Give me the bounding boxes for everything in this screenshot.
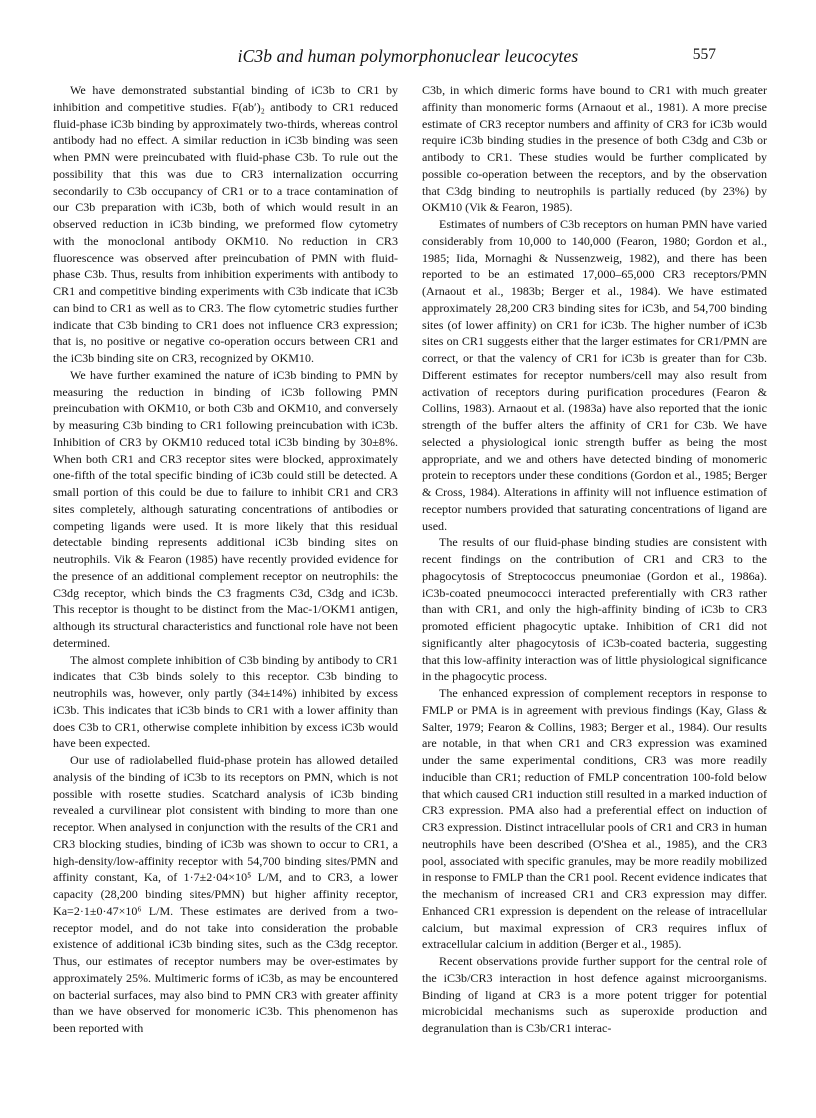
paragraph-continuation: C3b, in which dimeric forms have bound to CR1 with much greater affinity than monomeric forms (Arnaout et al., 1981). A more precise estimate of CR3 receptor numbers and affinity of CR3 for iC3b would require iC3b binding studies in the presence of both C3dg and C3b or antibody to CR1. These studies would be further complicated by possible co-operation between the receptors, and by the observation that C3dg binding to neutrophils is partially reduced (by 23%) by OKM10 (Vik & Fearon, 1985). <box>422 83 767 215</box>
paragraph: The almost complete inhibition of C3b binding by antibody to CR1 indicates that C3b binds solely to this receptor. C3b binding to neutrophils was, however, only partly (34±14%) inhibited by excess iC3b. This indicates that iC3b binds to CR1 with a lower affinity than does C3b to CR1, otherwise complete inhibition by excess iC3b would have been expected. <box>53 652 398 751</box>
page-number: 557 <box>692 46 716 63</box>
paragraph: We have further examined the nature of iC3b binding to PMN by measuring the reduction in binding of iC3b following PMN preincubation with OKM10, or both C3b and OKM10, and conversely by measuring C3b binding to CR1 following preincubation with iC3b. Inhibition of CR3 by OKM10 reduced total iC3b binding by 30±8%. When both CR1 and CR3 receptor sites were blocked, approximately one-fifth of the total specific binding of iC3b could still be detected. A small portion of this could be due to failure to inhibit CR1 and CR3 sites completely, although saturating concentrations of antibodies or competing ligands were used. It is more likely that this residual detectable binding represents additional iC3b binding sites on neutrophils. Vik & Fearon (1985) have recently provided evidence for the presence of an additional complement receptor on neutrophils: the C3dg receptor, which binds the C3 fragments C3d, C3dg and iC3b. This receptor is thought to be distinct from the Mac-1/OKM1 antigen, although its structural characteristics and functional role have not been determined. <box>53 367 398 650</box>
running-title: iC3b and human polymorphonuclear leucocytes <box>237 46 579 66</box>
paragraph: Recent observations provide further support for the central role of the iC3b/CR3 interaction in host defence against microorganisms. Binding of ligand at CR3 is a more potent trigger for potential microbicidal mechanisms such as superoxide production and degranulation than is C3b/CR1 interac- <box>422 954 767 1035</box>
paragraph: We have demonstrated substantial binding of iC3b to CR1 by inhibition and competitive studies. F(ab′)₂ antibody to CR1 reduced fluid-phase iC3b binding by approximately two-thirds, whereas control antibody had no effect. A similar reduction in iC3b binding was seen when PMN were preincubated with fluid-phase C3b. To rule out the possibility that this was due to CR3 internalization occurring secondarily to C3b occupancy of CR1 or to a trace contamination of our C3b preparation with iC3b, both of which would result in an observed reduction in iC3b binding, we preformed flow cytometry with the monoclonal antibody OKM10. No reduction in CR3 fluorescence was observed after preincubation of PMN with fluid-phase C3b. Thus, results from inhibition experiments with antibody to CR1 and competitive binding experiments with C3b indicate that iC3b can bind to CR1 as well as to CR3. The flow cytometric studies further indicate that C3b binding to CR1 does not influence CR3 expression; that is, no positive or negative co-operation occurs between CR1 and the iC3b binding site on CR3, recognized by OKM10. <box>53 83 398 365</box>
paragraph: Estimates of numbers of C3b receptors on human PMN have varied considerably from 10,000 to 140,000 (Fearon, 1980; Gordon et al., 1985; Iida, Mornaghi & Nussenzweig, 1982), and there has been reported to be an estimated 17,000–65,000 CR3 receptors/PMN (Arnaout et al., 1983b; Berger et al., 1984). We have estimated approximately 28,200 CR3 binding sites for iC3b, and 54,700 binding sites (of lower affinity) on CR1 for iC3b. The higher number of iC3b sites on CR1 suggests either that the larger estimates for CR1/PMN are correct, or that the valency of CR1 for iC3b is greater than for C3b. Different estimates for receptor numbers/cell may also result from activation of receptors during purification procedures (Fearon & Collins, 1983). Arnaout et al. (1983a) have also reported that the ionic strength of the buffer alters the affinity of CR1 for C3b. We have selected a physiological ionic strength buffer as being the most appropriate, and we and others have detected binding of monomeric protein to receptors under these conditions (Gordon et al., 1985; Berger & Cross, 1984). Alterations in affinity will not influence estimation of receptor numbers provided that saturating concentrations of ligand are used. <box>422 217 767 533</box>
running-header <box>0 46 816 68</box>
paragraph: The enhanced expression of complement receptors in response to FMLP or PMA is in agreement with previous findings (Kay, Glass & Salter, 1979; Fearon & Collins, 1983; Berger et al., 1984). Our results are notable, in that when CR1 and CR3 expression was examined under the same experimental conditions, CR3 was more readily inducible than CR1; reduction of FMLP concentration 100-fold below that which caused CR1 induction still resulted in a marked induction of CR3 expression. PMA also had a preferential effect on induction of CR3 expression. Distinct intracellular pools of CR1 and CR3 in human neutrophils have been described (O'Shea et al., 1985), and the CR3 pool, associated with specific granules, may be more readily mobilized in response to FMLP than the CR1 pool. Recent evidence indicates that the mechanism of increased CR1 and CR3 expression may differ. Enhanced CR1 expression is dependent on the release of intracellular calcium, but maximal expression of CR3 requires influx of extracellular calcium in addition (Berger et al., 1985). <box>422 686 767 952</box>
paragraph: Our use of radiolabelled fluid-phase protein has allowed detailed analysis of the binding of iC3b to its receptors on PMN, which is not possible with rosette studies. Scatchard analysis of iC3b binding revealed a curvilinear plot consistent with binding to more than one receptor. When analysed in conjunction with the results of the CR1 and CR3 blocking studies, binding of iC3b was shown to occur to CR1, a high-density/low-affinity receptor with 54,700 binding sites/PMN and affinity constant, Ka, of 1·7±2·04×10⁵ L/M, and to CR3, a lower capacity (28,200 binding sites/PMN) but higher affinity receptor, Ka=2·1±0·47×10⁶ L/M. These estimates are derived from a two-receptor model, and do not take into consideration the probable existence of additional iC3b binding sites, such as the C3dg receptor. Thus, our estimates of receptor numbers may be over-estimates by approximately 25%. Multimeric forms of iC3b, as may be encountered on bacterial surfaces, may also bind to PMN CR3 with greater affinity than we have observed for monomeric iC3b. This phenomenon has been reported with <box>53 753 398 1035</box>
left-column <box>53 82 398 1037</box>
right-column <box>422 82 767 1037</box>
paragraph: The results of our fluid-phase binding studies are consistent with recent findings on the contribution of CR1 and CR3 to the phagocytosis of Streptococcus pneumoniae (Gordon et al., 1986a). iC3b-coated pneumococci interacted preferentially with CR3 rather than with CR1, and only the high-affinity binding of iC3b to CR3 promoted efficient phagocytic uptake. Inhibition of CR1 did not significantly alter phagocytosis of iC3b-coated bacteria, suggesting that this low-affinity interaction was of little physiological significance in the phagocytic process. <box>422 535 767 684</box>
